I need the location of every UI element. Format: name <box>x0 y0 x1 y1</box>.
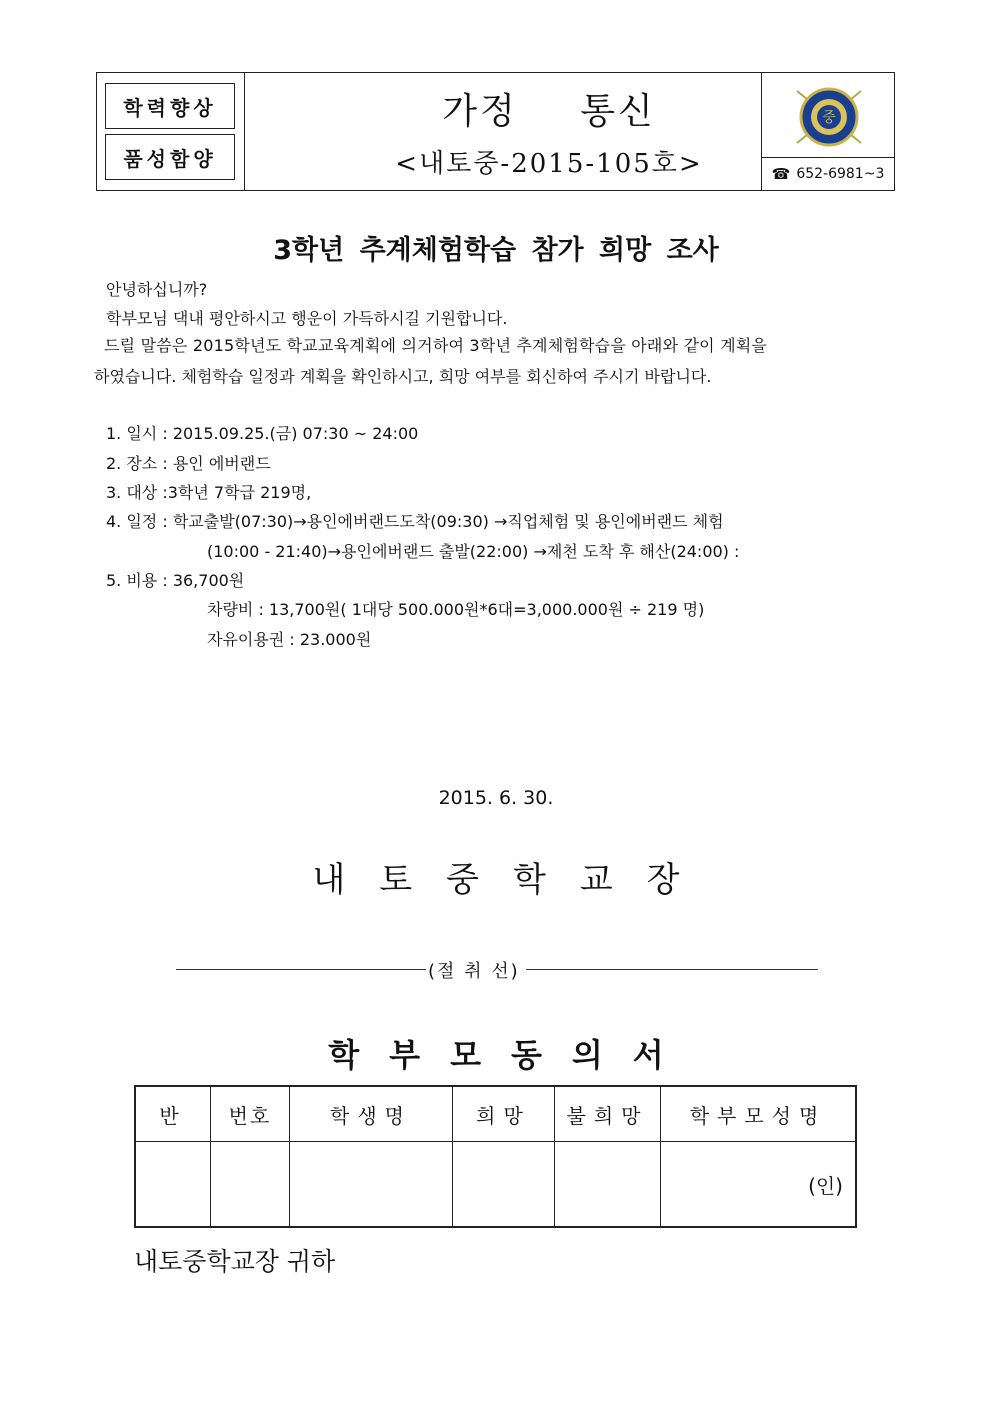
cut-line-label: (절 취 선) <box>428 961 520 982</box>
principal-signature: 내토중학교장 <box>312 860 714 900</box>
student-name-cell[interactable] <box>290 1142 453 1228</box>
consent-entry-row <box>135 1142 856 1228</box>
addressee-name: 내토중학교장 <box>134 1247 279 1276</box>
issue-number: <내토중-2015-105호> <box>395 149 703 179</box>
item-target: 3. 대상 :3학년 7학급 219명, <box>106 483 312 502</box>
consent-title: 학부모동의서 <box>328 1036 694 1074</box>
parent-sign-cell[interactable] <box>661 1142 857 1228</box>
disagree-cell[interactable] <box>555 1142 661 1228</box>
greeting-wish: 학부모님 댁내 평안하시고 행운이 가득하시길 기원합니다. <box>106 309 508 328</box>
item-place: 2. 장소 : 용인 에버랜드 <box>106 454 271 473</box>
greeting-line: 안녕하십니까? <box>106 280 208 299</box>
newsletter-header <box>96 72 895 191</box>
body-line-1: 드릴 말씀은 2015학년도 학교교육계획에 의거하여 3학년 추계체험학습을 아래와 같이 계획을 <box>104 336 768 355</box>
telephone-icon: ☎ <box>771 164 791 183</box>
consent-header-row <box>135 1086 856 1142</box>
document-title: 3학년 추계체험학습 참가 희망 조사 <box>273 235 719 266</box>
svg-text:중: 중 <box>822 110 836 126</box>
seal-mark: (인) <box>808 1173 843 1198</box>
item-cost-bus: 차량비 : 13,700원( 1대당 500.000원*6대=3,000.000원 ÷ 219 명) <box>207 600 705 619</box>
item-schedule: 4. 일정 : 학교출발(07:30)→용인에버랜드도착(09:30) →직업체험 및 용인에버랜드 체험 <box>106 512 724 531</box>
col-parent-name: 학부모성명 <box>661 1086 857 1142</box>
item-schedule-cont: (10:00 - 21:40)→용인에버랜드 출발(22:00) →제천 도착 후 해산(24:00) : <box>207 542 740 561</box>
col-agree: 희망 <box>453 1086 555 1142</box>
motto-academic: 학력향상 <box>105 83 235 129</box>
cut-dash-left <box>176 969 426 970</box>
consent-table <box>134 1085 857 1228</box>
issue-date: 2015. 6. 30. <box>438 787 554 809</box>
cut-line <box>176 957 818 981</box>
item-cost-pass: 자유이용권 : 23.000원 <box>207 630 372 649</box>
agree-cell[interactable] <box>453 1142 555 1228</box>
col-student-name: 학생명 <box>290 1086 453 1142</box>
col-disagree: 불희망 <box>555 1086 661 1142</box>
item-date: 1. 일시 : 2015.09.25.(금) 07:30 ~ 24:00 <box>106 424 419 443</box>
item-cost: 5. 비용 : 36,700원 <box>106 571 245 590</box>
motto-character: 품성함양 <box>105 134 235 180</box>
addressee-suffix: 귀하 <box>278 1247 336 1276</box>
school-emblem-icon <box>789 83 869 151</box>
body-line-2: 하였습니다. 체험학습 일정과 계획을 확인하시고, 희망 여부를 회신하여 주시기 바랍니다. <box>94 367 712 386</box>
phone-number <box>762 157 894 189</box>
col-class: 반 <box>135 1086 211 1142</box>
class-cell[interactable] <box>135 1142 211 1228</box>
cut-dash-right <box>526 969 818 970</box>
addressee <box>134 1242 335 1278</box>
number-cell[interactable] <box>211 1142 290 1228</box>
newsletter-title: 가정 통신 <box>442 91 656 132</box>
col-number: 번호 <box>211 1086 290 1142</box>
phone-text: 652-6981~3 <box>796 165 885 182</box>
